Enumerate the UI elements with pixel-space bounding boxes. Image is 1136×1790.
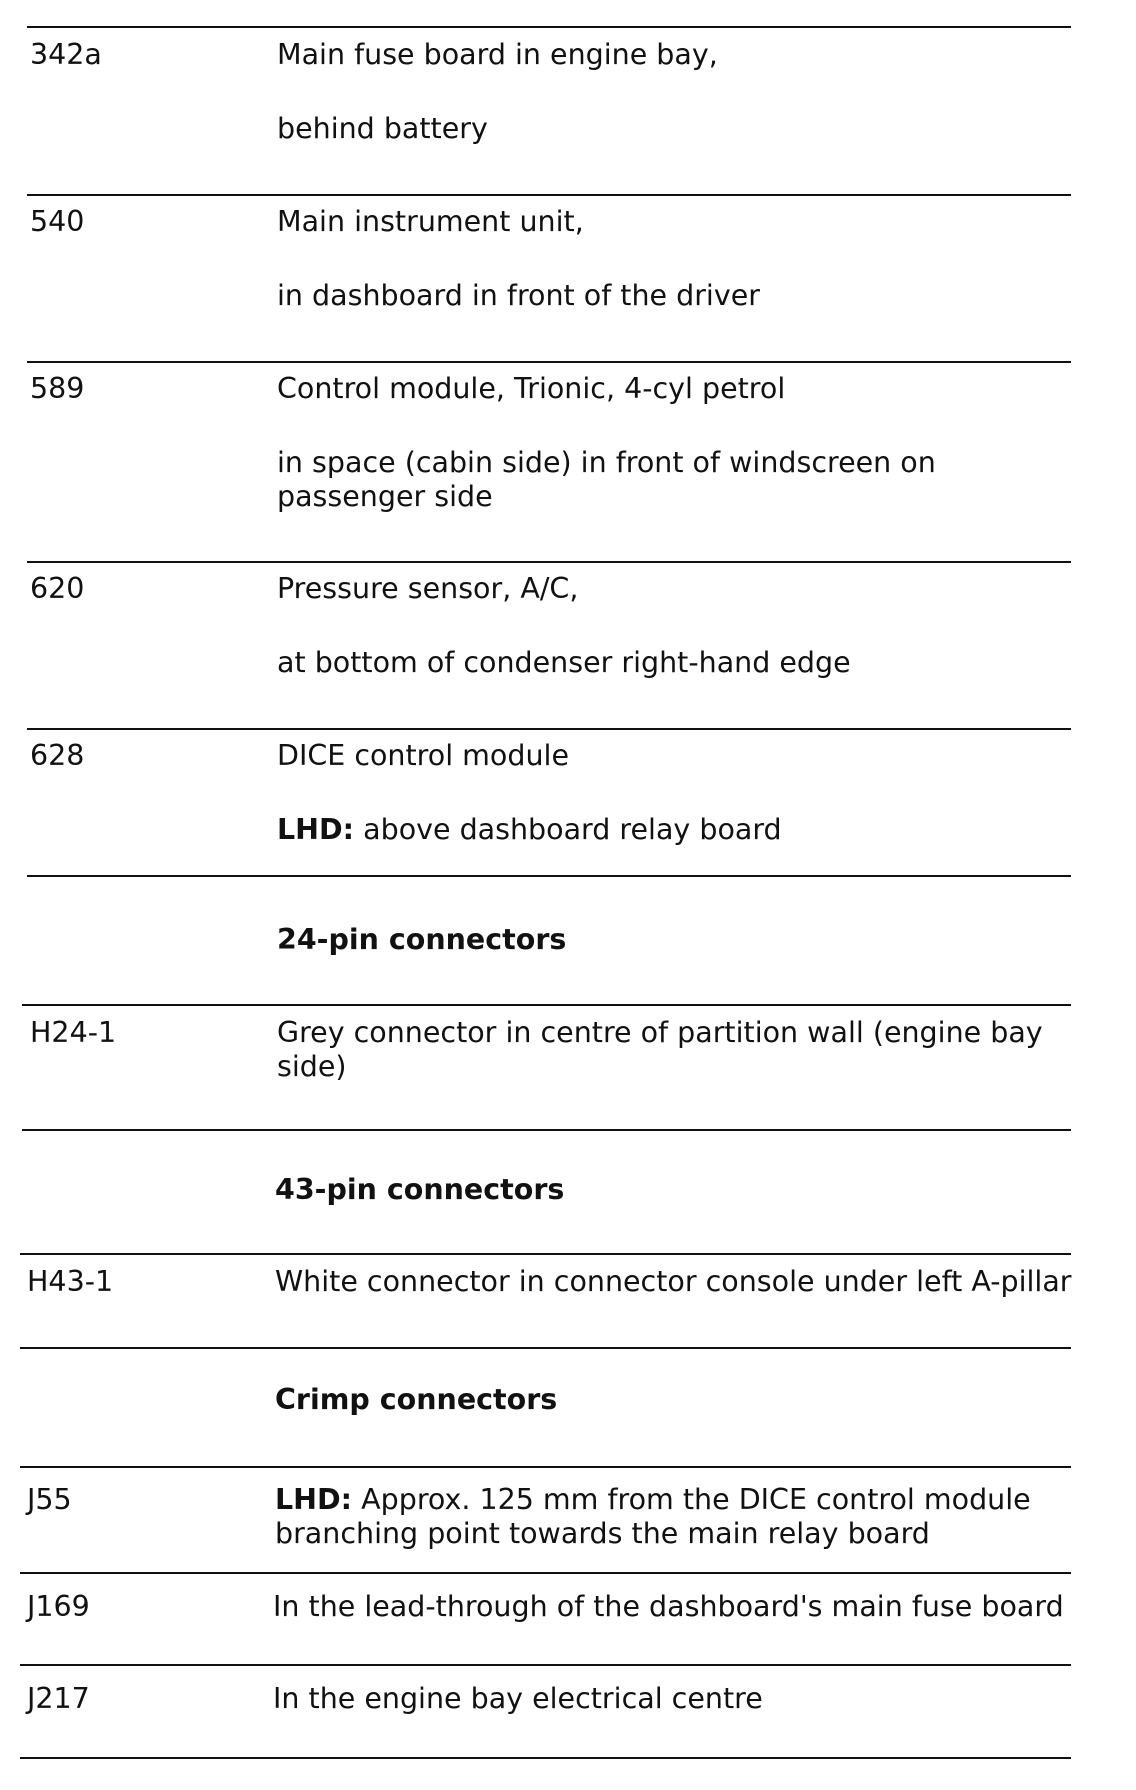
row-divider bbox=[20, 1347, 1071, 1349]
row-description: Pressure sensor, A/C, bbox=[277, 572, 579, 605]
section-heading-24-pin: 24-pin connectors bbox=[277, 923, 567, 956]
row-divider bbox=[20, 1253, 1071, 1255]
row-code: H43-1 bbox=[27, 1265, 114, 1298]
row-divider bbox=[27, 361, 1071, 363]
lhd-label: LHD: bbox=[275, 1483, 353, 1516]
row-code: 620 bbox=[30, 572, 85, 605]
row-divider bbox=[27, 194, 1071, 196]
row-description: Main fuse board in engine bay, bbox=[277, 38, 718, 71]
row-code: 540 bbox=[30, 205, 85, 238]
row-description bbox=[275, 1483, 1055, 1551]
row-code: H24-1 bbox=[30, 1016, 117, 1049]
row-description: In the lead-through of the dashboard's main fuse board bbox=[273, 1590, 1064, 1623]
row-description: White connector in connector console under left A-pillar bbox=[275, 1265, 1072, 1298]
row-description: In the engine bay electrical centre bbox=[273, 1682, 763, 1715]
row-location bbox=[277, 813, 782, 847]
row-divider bbox=[27, 26, 1071, 28]
row-divider bbox=[27, 875, 1071, 877]
row-divider bbox=[27, 561, 1071, 563]
row-location: at bottom of condenser right-hand edge bbox=[277, 646, 851, 679]
row-code: 628 bbox=[30, 739, 85, 772]
row-code: J169 bbox=[27, 1590, 90, 1623]
location-text: above dashboard relay board bbox=[363, 813, 782, 846]
row-location: behind battery bbox=[277, 112, 488, 145]
row-description: Grey connector in centre of partition wall (engine bay side) bbox=[277, 1016, 1043, 1083]
row-divider bbox=[22, 1004, 1071, 1006]
row-divider bbox=[27, 728, 1071, 730]
row-divider bbox=[22, 1129, 1071, 1131]
description-text: Approx. 125 mm from the DICE control module branching point towards the main relay board bbox=[275, 1483, 1031, 1550]
row-description: DICE control module bbox=[277, 739, 569, 772]
lhd-label: LHD: bbox=[277, 813, 355, 846]
row-code: J217 bbox=[27, 1682, 90, 1715]
row-code: 342a bbox=[30, 38, 102, 71]
row-code: 589 bbox=[30, 372, 85, 405]
row-divider bbox=[20, 1466, 1071, 1468]
row-description: Main instrument unit, bbox=[277, 205, 584, 238]
section-heading-43-pin: 43-pin connectors bbox=[275, 1173, 565, 1206]
row-description: Control module, Trionic, 4-cyl petrol bbox=[277, 372, 786, 405]
row-code: J55 bbox=[27, 1483, 72, 1516]
section-heading-crimp: Crimp connectors bbox=[275, 1383, 558, 1416]
row-divider bbox=[20, 1664, 1071, 1666]
row-location: in space (cabin side) in front of windscreen on passenger side bbox=[277, 446, 936, 513]
row-location: in dashboard in front of the driver bbox=[277, 279, 760, 312]
row-divider bbox=[20, 1572, 1071, 1574]
row-divider bbox=[20, 1757, 1071, 1759]
